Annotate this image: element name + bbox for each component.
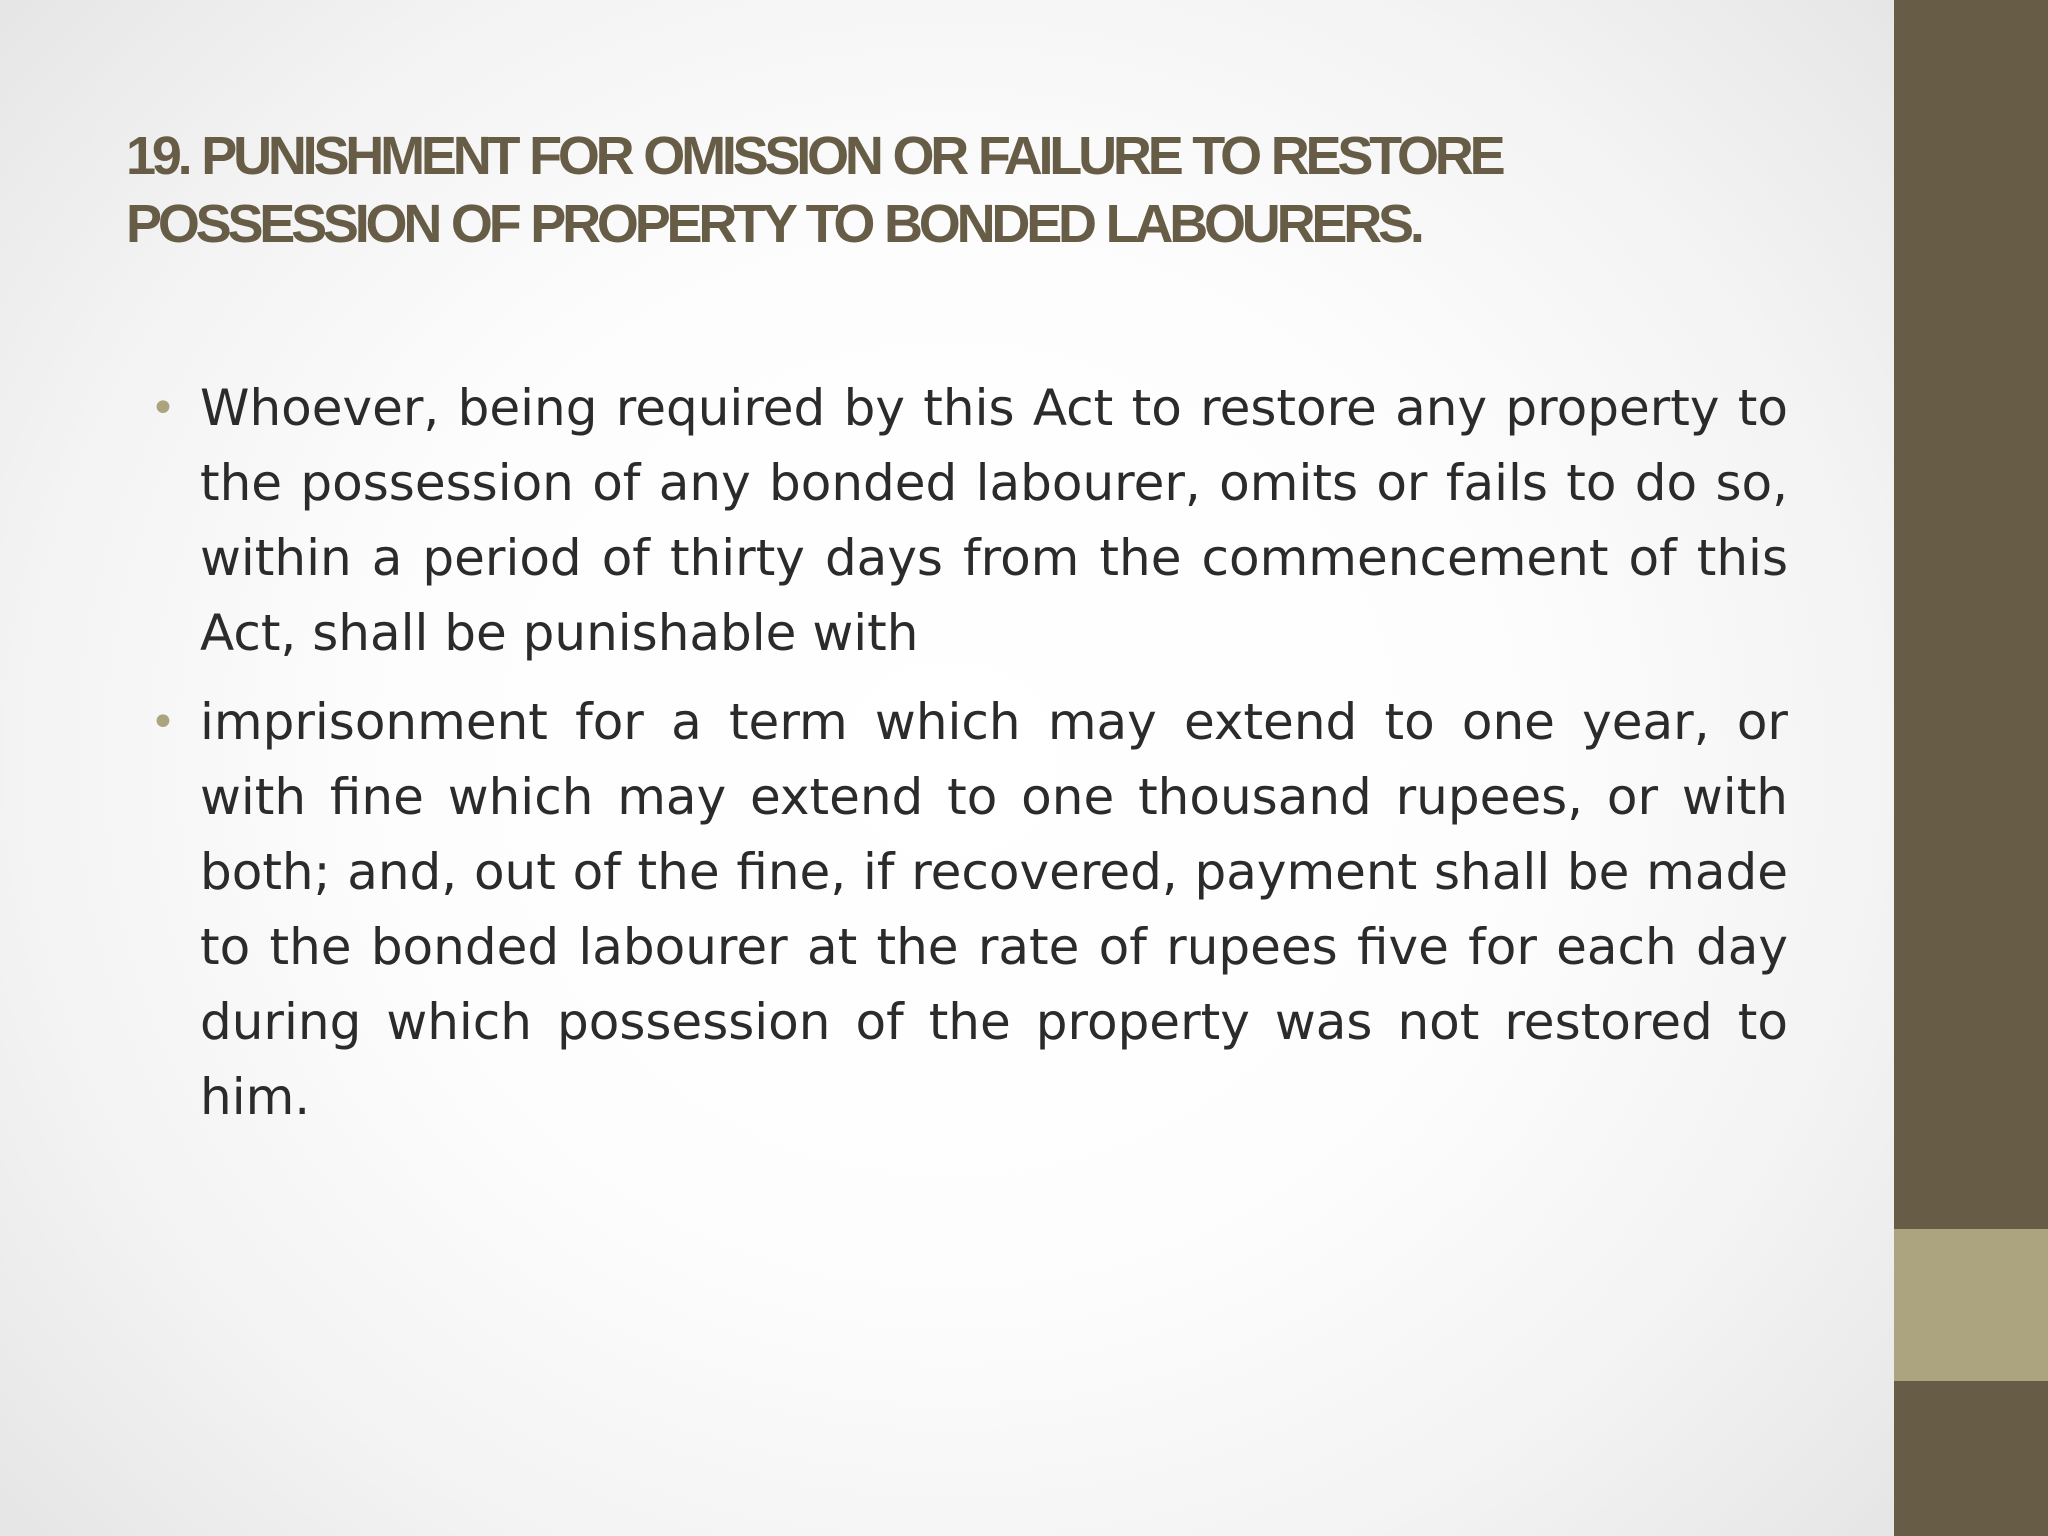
slide-title [126,122,1726,258]
bullet-text: Whoever, being required by this Act to restore any property to the possession of any bonded labourer, omits or fails to do so, within a period of thirty days from the commencement of this Act, shall be punishable with [200,379,1788,662]
side-accent-block [1894,1229,2048,1381]
bullet-marker: • [150,383,176,434]
bullet-list [150,371,1788,1149]
bullet-item [150,371,1788,671]
slide-title-line-1: 19. PUNISHMENT FOR OMISSION OR FAILURE TO RESTORE [126,126,1502,186]
slide-title-line-2: POSSESSION OF PROPERTY TO BONDED LABOURERS. [126,194,1421,254]
bullet-text: imprisonment for a term which may extend to one year, or with fine which may extend to one thousand rupees, or with both; and, out of the fine, if recovered, payment shall be made to the bonded labourer at the rate of rupees five for each day during which possession of the property was not restored to him. [200,693,1788,1126]
bullet-marker: • [150,697,176,748]
bullet-item [150,685,1788,1135]
